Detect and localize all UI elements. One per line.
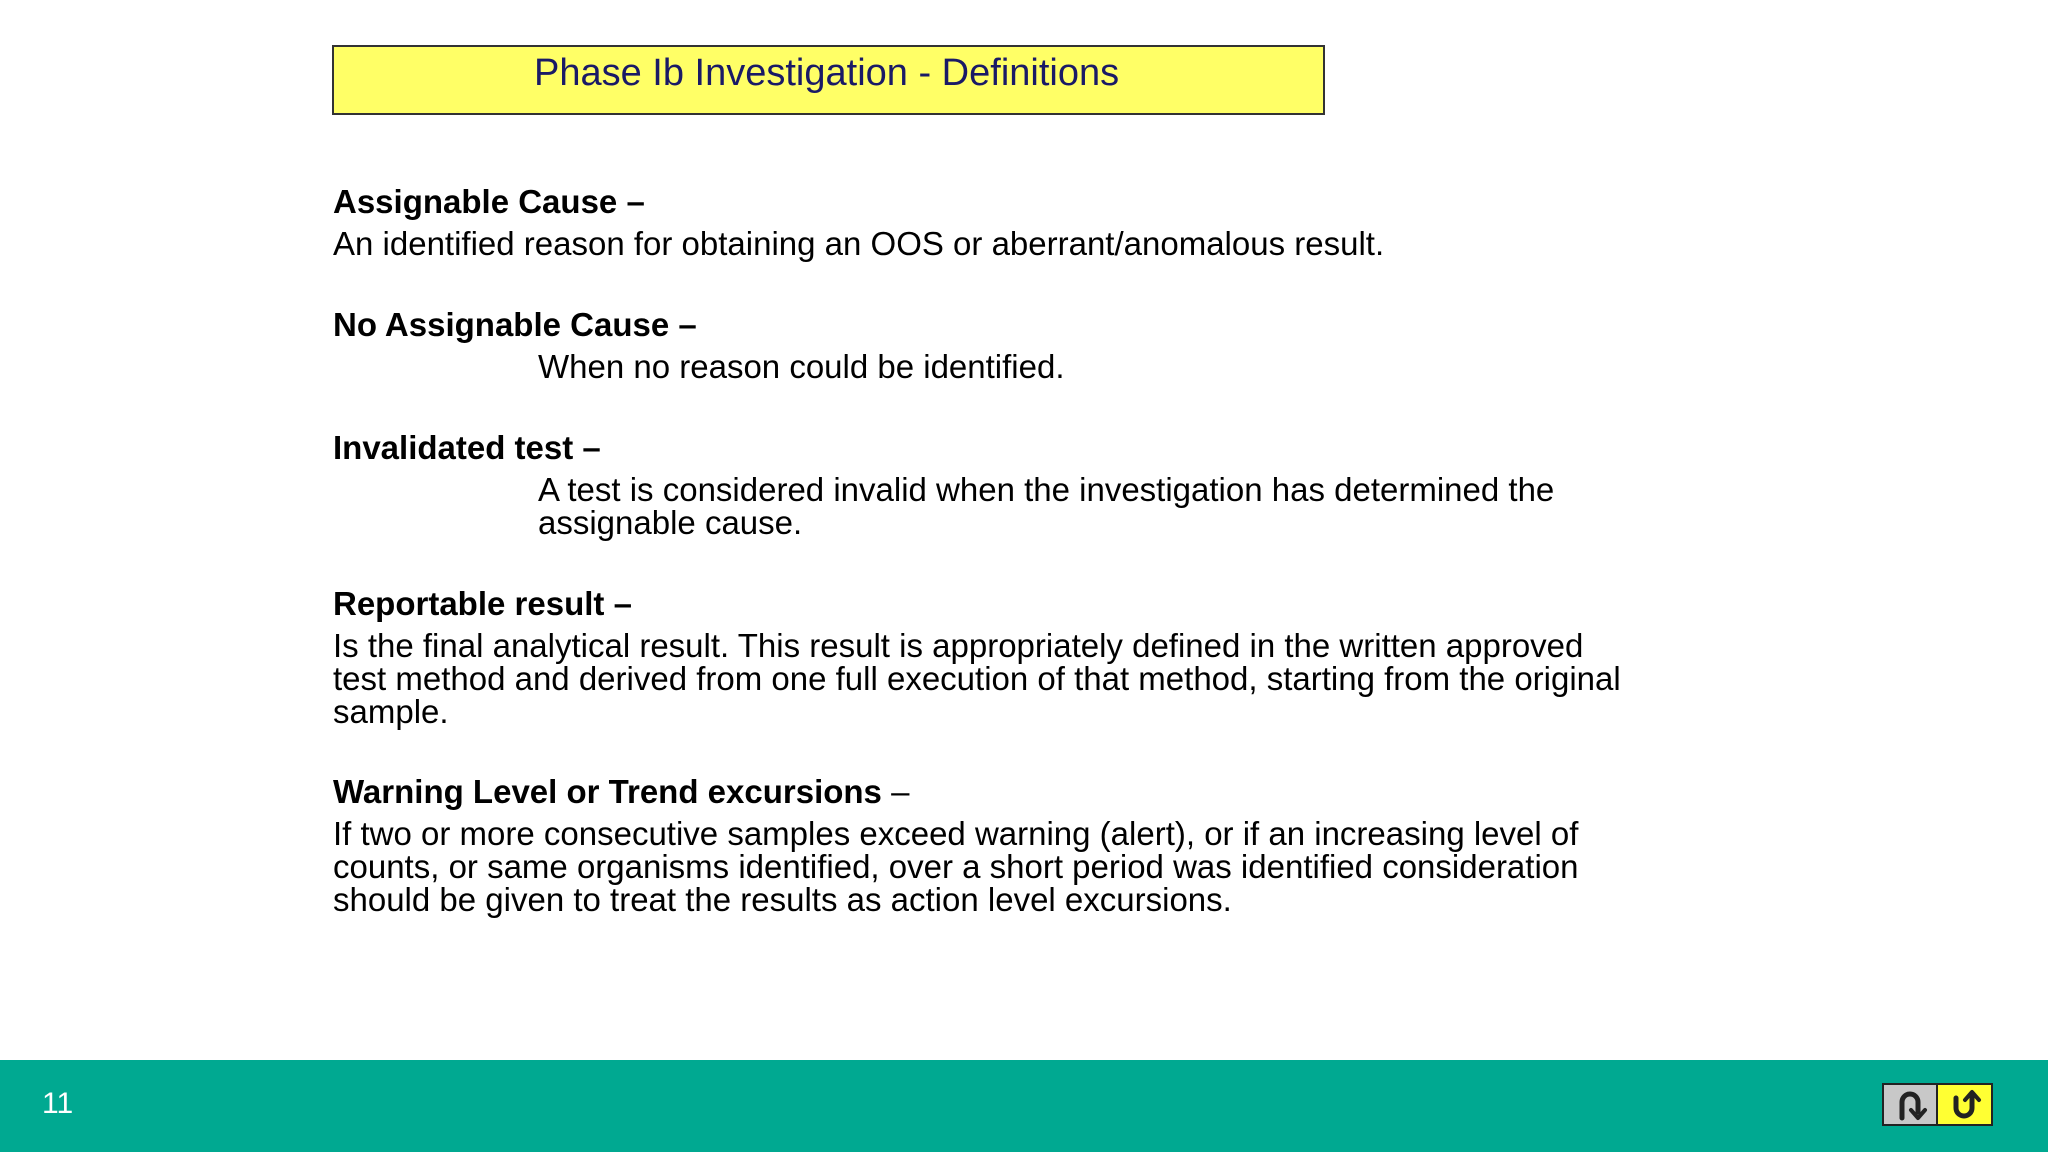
definition-term-invalidated-test: Invalidated test – bbox=[333, 429, 601, 466]
slide-navigation bbox=[1882, 1083, 1993, 1126]
definition-text-assignable-cause: An identified reason for obtaining an OOS or aberrant/anomalous result. bbox=[333, 225, 1385, 262]
slide-number: 11 bbox=[42, 1087, 74, 1120]
definition-line: Is the final analytical result. This result is appropriately defined in the written approved bbox=[333, 627, 1584, 664]
slide-title: Phase Ib Investigation - Definitions bbox=[534, 52, 1120, 94]
definition-line: A test is considered invalid when the investigation has determined the bbox=[538, 471, 1555, 508]
definition-line: assignable cause. bbox=[538, 504, 803, 541]
definition-line: sample. bbox=[333, 693, 449, 730]
definition-term-assignable-cause: Assignable Cause – bbox=[333, 183, 645, 220]
definition-line: should be given to treat the results as action level excursions. bbox=[333, 881, 1232, 918]
definition-term-warning-level bbox=[333, 773, 909, 811]
u-turn-back-icon bbox=[1892, 1088, 1928, 1122]
definition-text-no-assignable-cause: When no reason could be identified. bbox=[538, 348, 1065, 385]
definition-line: counts, or same organisms identified, over a short period was identified consideration bbox=[333, 848, 1579, 885]
definition-text-reportable-result bbox=[333, 629, 1733, 728]
definition-line: If two or more consecutive samples exceed warning (alert), or if an increasing level of bbox=[333, 815, 1579, 852]
definition-term-no-assignable-cause: No Assignable Cause – bbox=[333, 306, 697, 343]
definition-term-dash: – bbox=[881, 773, 910, 810]
definition-text-invalidated-test bbox=[538, 473, 1738, 539]
definition-line: test method and derived from one full execution of that method, starting from the original bbox=[333, 660, 1621, 697]
back-button[interactable] bbox=[1884, 1085, 1938, 1124]
slide-footer bbox=[0, 1060, 2048, 1152]
slide-title-box bbox=[332, 45, 1325, 115]
definition-term-warning-level-label: Warning Level or Trend excursions bbox=[333, 773, 882, 810]
return-button[interactable] bbox=[1938, 1085, 1992, 1124]
definition-text-warning-level bbox=[333, 817, 1733, 916]
u-turn-return-icon bbox=[1946, 1088, 1982, 1122]
definition-term-reportable-result: Reportable result – bbox=[333, 585, 632, 622]
